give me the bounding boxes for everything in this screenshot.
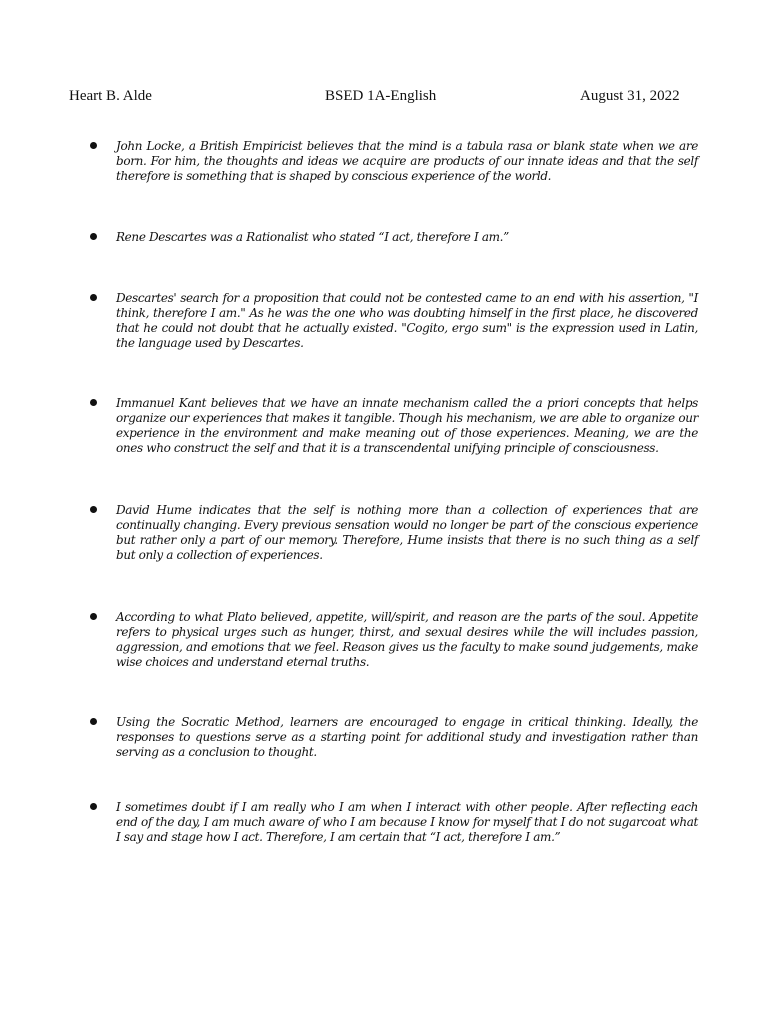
bullet-icon — [90, 399, 97, 406]
bullet-icon — [90, 506, 97, 513]
item-text: According to what Plato believed, appetite, will/spirit, and reason are the parts of the soul. Appetite refers to physical urges such as hunger, thirst, and sexual desires while the will includes passion, aggression, and emotions that we feel. Reason gives us the faculty to make sound judgements, make wise choices and understand eternal truths. — [116, 610, 698, 669]
bullet-icon — [90, 803, 97, 810]
item-text: Rene Descartes was a Rationalist who stated “I act, therefore I am.” — [116, 230, 509, 244]
item-text: Using the Socratic Method, learners are encouraged to engage in critical thinking. Ideally, the responses to questions serve as a starting point for additional study and investigation rather than serving as a conclusion to thought. — [116, 715, 698, 759]
document-header — [69, 88, 689, 108]
bullet-icon — [90, 233, 97, 240]
item-text: John Locke, a British Empiricist believes that the mind is a tabula rasa or blank state when we are born. For him, the thoughts and ideas we acquire are products of our innate ideas and that the self therefore is something that is shaped by conscious experience of the world. — [116, 139, 698, 183]
item-text: David Hume indicates that the self is nothing more than a collection of experiences that are continually changing. Every previous sensation would no longer be part of the conscious experience but rather only a part of our memory. Therefore, Hume insists that there is no such thing as a self but only a collection of experiences. — [116, 503, 698, 562]
author-name: Heart B. Alde — [69, 88, 152, 104]
document-date: August 31, 2022 — [580, 88, 680, 104]
bullet-icon — [90, 294, 97, 301]
bullet-icon — [90, 718, 97, 725]
course-section: BSED 1A-English — [325, 88, 437, 104]
bullet-icon — [90, 613, 97, 620]
item-text: Immanuel Kant believes that we have an innate mechanism called the a priori concepts that helps organize our experiences that makes it tangible. Though his mechanism, we are able to organize our experience in the environment and make meaning out of those experiences. Meaning, we are the ones who construct the self and that it is a transcendental unifying principle of consciousness. — [116, 396, 698, 455]
item-text: I sometimes doubt if I am really who I am when I interact with other people. After reflecting each end of the day, I am much aware of who I am because I know for myself that I do not sugarcoat what I say and stage how I act. Therefore, I am certain that “I act, therefore I am.” — [116, 800, 698, 844]
item-text: Descartes' search for a proposition that could not be contested came to an end with his assertion, "I think, therefore I am." As he was the one who was doubting himself in the first place, he discovered that he could not doubt that he actually existed. "Cogito, ergo sum" is the expression used in Latin, the language used by Descartes. — [116, 291, 698, 350]
bullet-icon — [90, 142, 97, 149]
